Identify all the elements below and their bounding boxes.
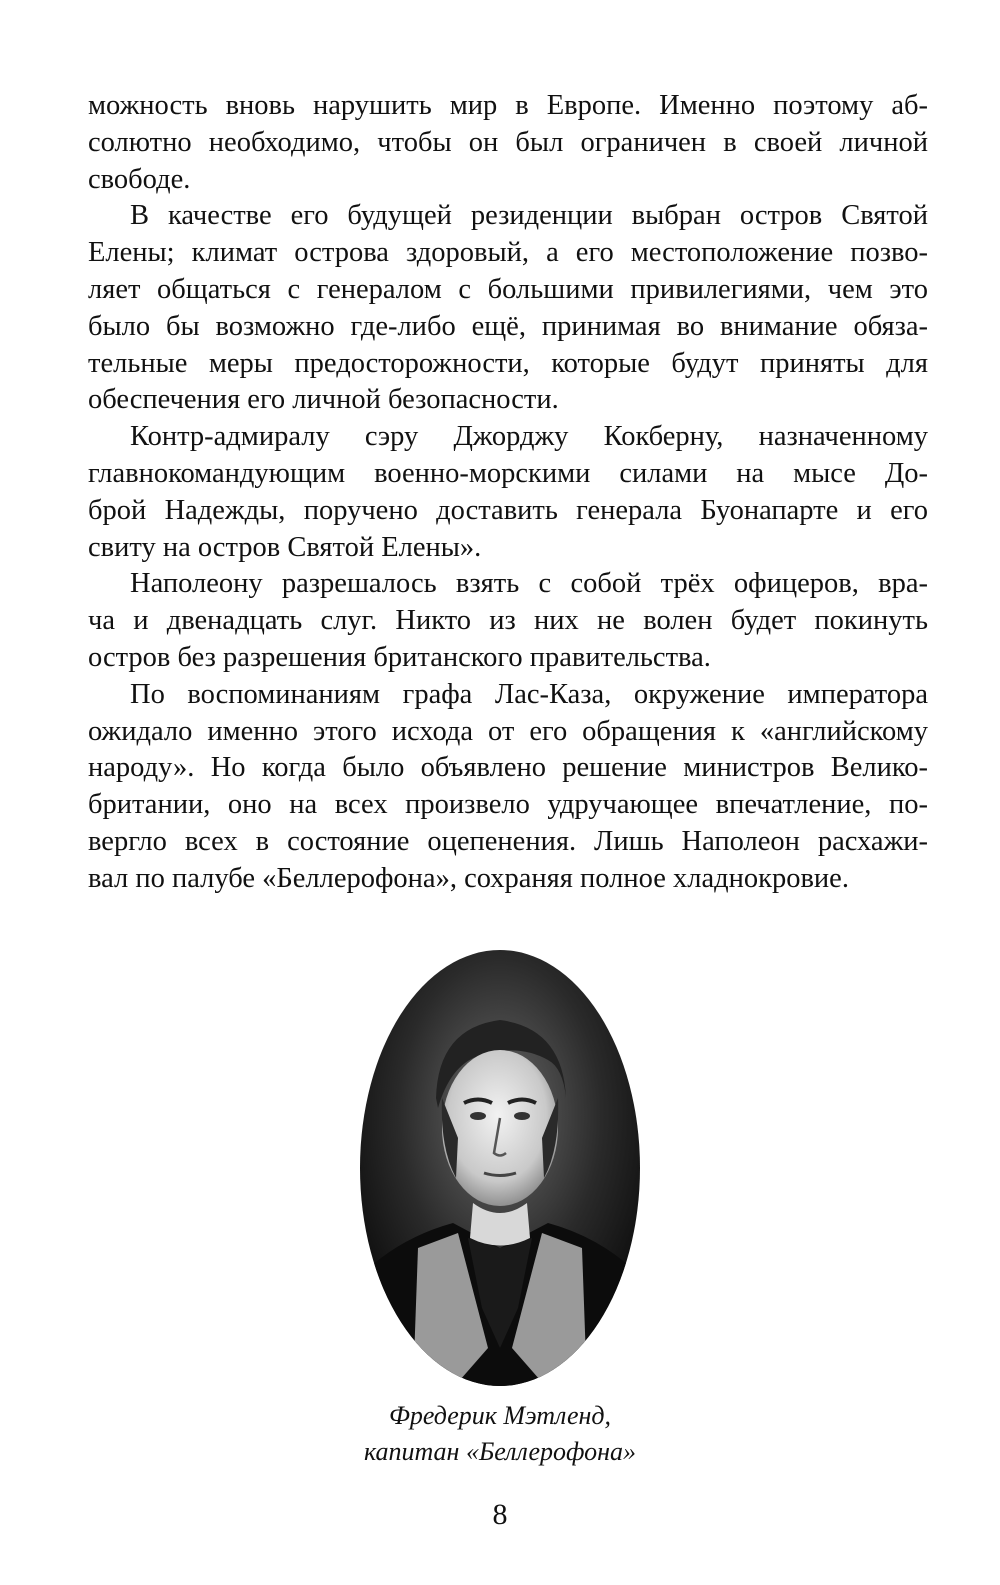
paragraph	[88, 198, 928, 419]
text-line: В качестве его будущей резиденции выбран остров Святой	[130, 200, 928, 232]
text-line: ожидало именно этого исхода от его обращения к «английскому	[88, 715, 928, 747]
text-line: ляет общаться с генералом с большими привилегиями, чем это	[88, 273, 928, 305]
text-line: солютно необходимо, чтобы он был ограничен в своей личной	[88, 126, 928, 158]
text-line: было бы возможно где-либо ещё, принимая во внимание обяза-	[88, 310, 928, 342]
text-line: По воспоминаниям графа Лас-Каза, окружение императора	[130, 678, 928, 710]
portrait-illustration	[358, 948, 642, 1393]
text-line: свободе.	[88, 163, 191, 195]
text-line: вергло всех в состояние оцепенения. Лишь Наполеон расхажи-	[88, 825, 928, 857]
caption-line: капитан «Беллерофона»	[363, 1437, 637, 1466]
paragraph	[88, 566, 928, 676]
text-line: главнокомандующим военно-морскими силами на мысе До-	[88, 457, 928, 489]
text-line: тельные меры предосторожности, которые будут приняты для	[88, 347, 928, 379]
text-line: Контр-адмиралу сэру Джорджу Кокберну, назначенному	[130, 421, 928, 453]
paragraph	[88, 419, 928, 566]
paragraph	[88, 88, 928, 198]
figure-caption	[250, 1398, 750, 1470]
text-line: Елены; климат острова здоровый, а его местоположение позво-	[88, 237, 928, 269]
page-number: 8	[492, 1498, 508, 1531]
text-line: остров без разрешения британского правительства.	[88, 641, 711, 673]
text-line: народу». Но когда было объявлено решение министров Велико-	[88, 752, 928, 784]
portrait-engraving	[358, 948, 642, 1388]
body-text	[88, 88, 928, 898]
text-line: брой Надежды, поручено доставить генерала Буонапарте и его	[88, 494, 928, 526]
text-line: обеспечения его личной безопасности.	[88, 384, 559, 416]
text-line: можность вновь нарушить мир в Европе. Именно поэтому аб-	[88, 90, 928, 121]
text-line: вал по палубе «Беллерофона», сохраняя полное хладнокровие.	[88, 862, 849, 894]
text-line: британии, оно на всех произвело удручающее впечатление, по-	[88, 789, 928, 821]
paragraph	[88, 677, 928, 898]
text-line: Наполеону разрешалось взять с собой трёх офицеров, вра-	[130, 568, 928, 600]
text-line: ча и двенадцать слуг. Никто из них не волен будет покинуть	[88, 605, 928, 637]
caption-line: Фредерик Мэтленд,	[388, 1401, 612, 1430]
text-line: свиту на остров Святой Елены».	[88, 531, 482, 563]
